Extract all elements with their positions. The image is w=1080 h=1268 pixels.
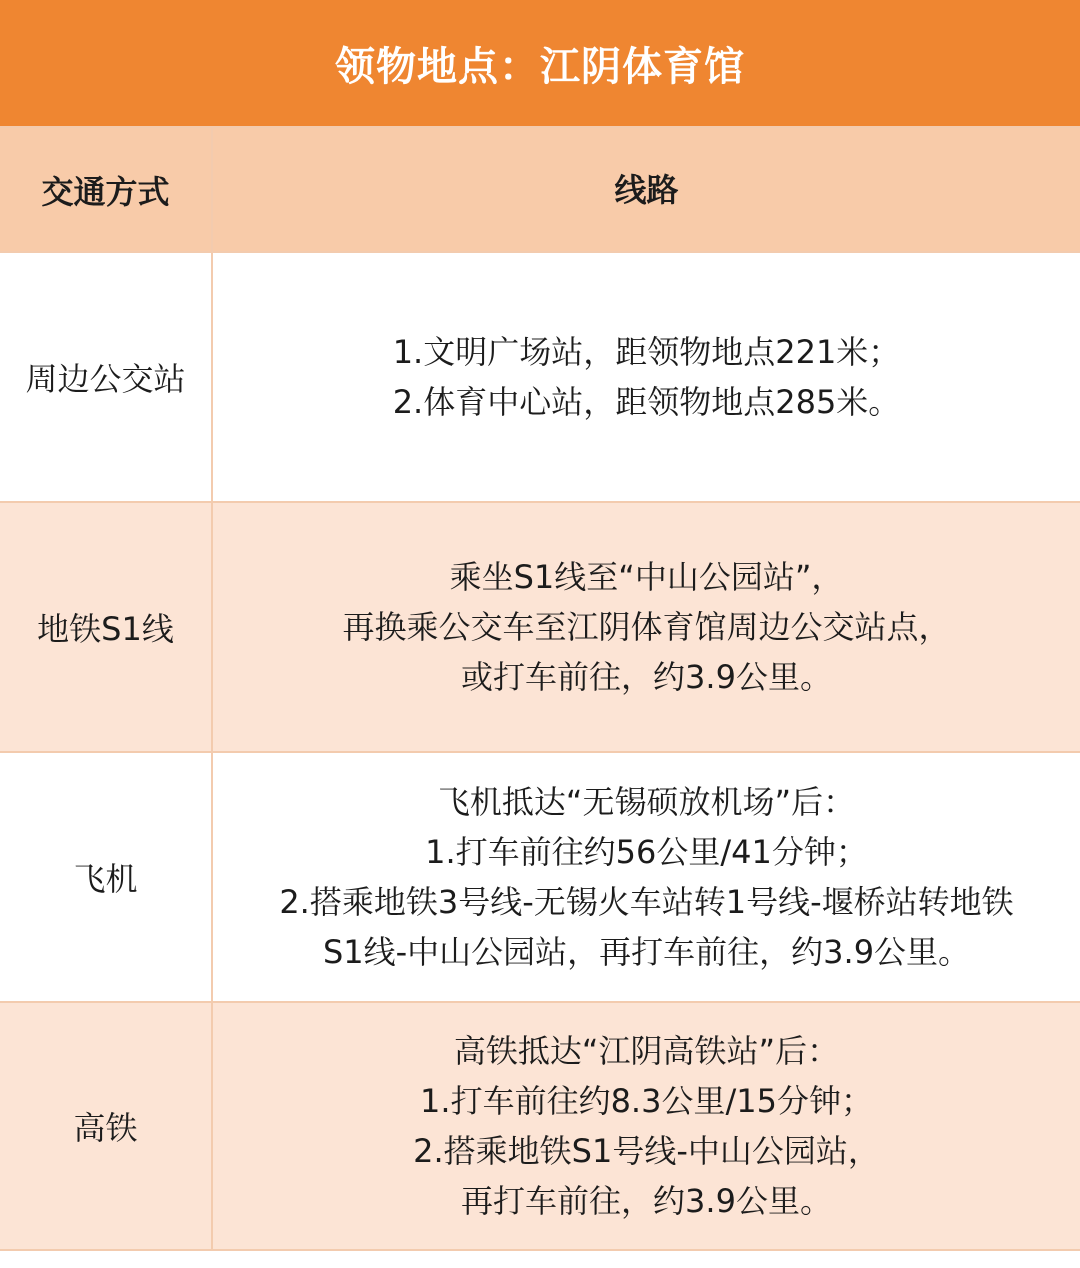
route-cell (213, 253, 1080, 501)
route-line: 飞机抵达“无锡硕放机场”后： (437, 783, 856, 821)
route-cell (213, 753, 1080, 1001)
route-line: 1.打车前往约8.3公里/15分钟； (420, 1082, 873, 1120)
mode-cell: 高铁 (0, 1003, 213, 1249)
table-row-plane (0, 751, 1080, 1001)
table-row-high-speed-rail (0, 1001, 1080, 1251)
table-row-bus (0, 251, 1080, 501)
header-transport-mode: 交通方式 (0, 128, 213, 251)
table-header-row (0, 126, 1080, 251)
header-route-label: 线路 (614, 170, 679, 209)
route-cell (213, 503, 1080, 751)
route-line: 高铁抵达“江阴高铁站”后： (453, 1032, 840, 1070)
route-line: S1线-中山公园站，再打车前往，约3.9公里。 (322, 933, 971, 971)
mode-cell: 周边公交站 (0, 253, 213, 501)
route-line: 2.搭乘地铁3号线-无锡火车站转1号线-堰桥站转地铁 (279, 883, 1014, 921)
mode-cell: 地铁S1线 (0, 503, 213, 751)
route-line: 2.体育中心站，距领物地点285米。 (392, 383, 901, 421)
route-line: 乘坐S1线至“中山公园站”， (449, 558, 844, 596)
route-line: 2.搭乘地铁S1号线-中山公园站， (413, 1132, 880, 1170)
route-line: 再打车前往，约3.9公里。 (461, 1182, 832, 1220)
mode-cell: 飞机 (0, 753, 213, 1001)
route-cell (213, 1003, 1080, 1249)
table-title: 领物地点：江阴体育馆 (0, 0, 1080, 126)
header-route (213, 128, 1080, 251)
route-line: 再换乘公交车至江阴体育馆周边公交站点， (342, 608, 951, 646)
table-row-metro (0, 501, 1080, 751)
route-line: 或打车前往，约3.9公里。 (461, 658, 832, 696)
route-line: 1.打车前往约56公里/41分钟； (425, 833, 868, 871)
route-line: 1.文明广场站，距领物地点221米； (392, 333, 901, 371)
